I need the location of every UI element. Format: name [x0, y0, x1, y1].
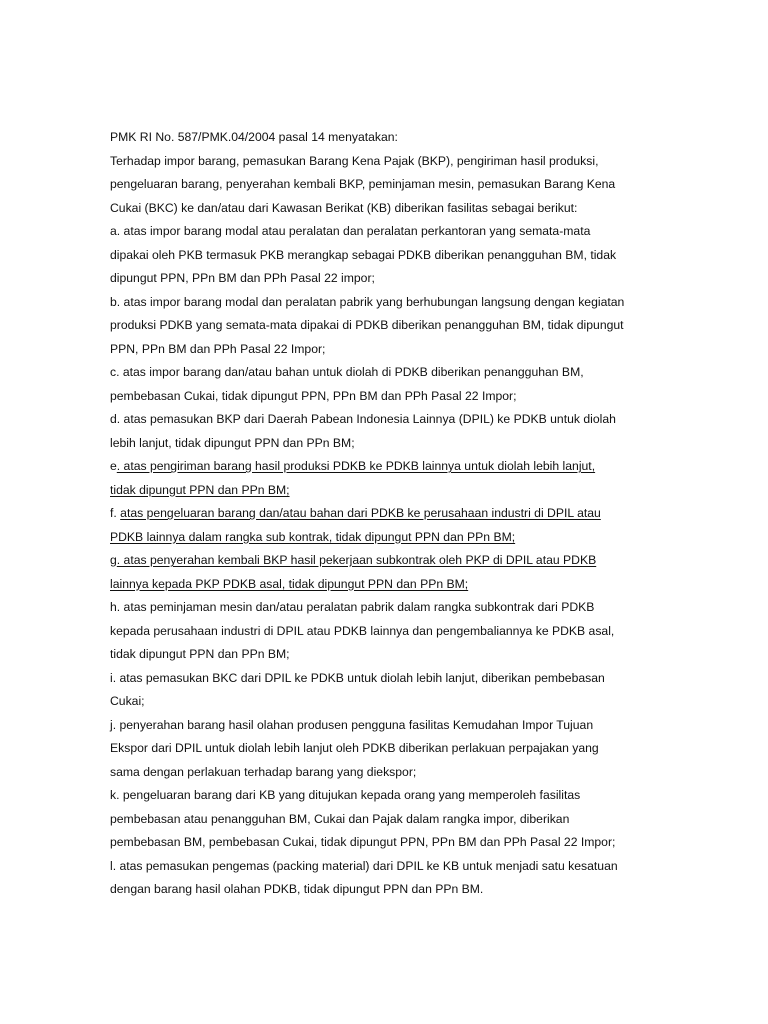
item-i-line: i. atas pemasukan BKC dari DPIL ke PDKB untuk diolah lebih lanjut, diberikan pembebasan [110, 670, 605, 685]
item-l-line: l. atas pemasukan pengemas (packing material) dari DPIL ke KB untuk menjadi satu kesatuan [110, 858, 618, 873]
item-b-line: PPN, PPn BM dan PPh Pasal 22 Impor; [110, 341, 326, 356]
item-g-line [110, 549, 660, 573]
item-f-prefix: f. [110, 506, 121, 520]
intro-line: Terhadap impor barang, pemasukan Barang Kena Pajak (BKP), pengiriman hasil produksi, [110, 153, 599, 168]
document-body [110, 126, 660, 902]
item-a-line: dipakai oleh PKB termasuk PKB merangkap sebagai PDKB diberikan penangguhan BM, tidak [110, 247, 617, 262]
item-k-line: pembebasan BM, pembebasan Cukai, tidak dipungut PPN, PPn BM dan PPh Pasal 22 Impor; [110, 835, 616, 849]
item-j-line: sama dengan perlakuan terhadap barang yang diekspor; [110, 764, 417, 779]
item-c-line: pembebasan Cukai, tidak dipungut PPN, PPn BM dan PPh Pasal 22 Impor; [110, 388, 517, 403]
item-e-prefix: e [110, 459, 117, 473]
item-g-underlined-text: lainnya kepada PKP PDKB asal, tidak dipungut PPN dan PPn BM; [110, 576, 469, 591]
intro-line: pengeluaran barang, penyerahan kembali BKP, peminjaman mesin, pemasukan Barang Kena [110, 177, 616, 191]
item-e-line [110, 479, 660, 503]
item-d-line: lebih lanjut, tidak dipungut PPN dan PPn BM; [110, 435, 355, 450]
item-b-line: produksi PDKB yang semata-mata dipakai di PDKB diberikan penangguhan BM, tidak dipungut [110, 318, 624, 332]
item-f-line [110, 502, 660, 526]
item-h-line: tidak dipungut PPN dan PPn BM; [110, 647, 290, 661]
item-h-line: kepada perusahaan industri di DPIL atau PDKB lainnya dan pengembaliannya ke PDKB asal, [110, 623, 615, 638]
item-h-line: h. atas peminjaman mesin dan/atau peralatan pabrik dalam rangka subkontrak dari PDKB [110, 600, 595, 614]
item-f-underlined-text: PDKB lainnya dalam rangka sub kontrak, tidak dipungut PPN dan PPn BM; [110, 529, 516, 544]
item-a-line: a. atas impor barang modal atau peralatan dan peralatan perkantoran yang semata-mata [110, 224, 591, 238]
item-j-line: Ekspor dari DPIL untuk diolah lebih lanjut oleh PDKB diberikan perlakuan perpajakan yang [110, 741, 599, 755]
item-l-line: dengan barang hasil olahan PDKB, tidak dipungut PPN dan PPn BM. [110, 882, 484, 896]
item-g-underlined-text: . atas penyerahan kembali BKP hasil pekerjaan subkontrak oleh PKP di DPIL atau PDKB [116, 553, 597, 567]
item-i-line: Cukai; [110, 694, 145, 708]
item-k-line: pembebasan atau penangguhan BM, Cukai dan Pajak dalam rangka impor, diberikan [110, 811, 570, 826]
item-c-line: c. atas impor barang dan/atau bahan untuk diolah di PDKB diberikan penangguhan BM, [110, 365, 584, 379]
item-d-line: d. atas pemasukan BKP dari Daerah Pabean Indonesia Lainnya (DPIL) ke PDKB untuk diolah [110, 412, 616, 426]
item-k-line: k. pengeluaran barang dari KB yang ditujukan kepada orang yang memperoleh fasilitas [110, 788, 581, 802]
item-j-line: j. penyerahan barang hasil olahan produsen pengguna fasilitas Kemudahan Impor Tujuan [110, 717, 594, 732]
document-heading: PMK RI No. 587/PMK.04/2004 pasal 14 menyatakan: [110, 130, 398, 144]
item-a-line: dipungut PPN, PPn BM dan PPh Pasal 22 impor; [110, 271, 375, 285]
item-g-prefix: g [110, 553, 117, 567]
item-b-line: b. atas impor barang modal dan peralatan pabrik yang berhubungan langsung dengan kegiatan [110, 294, 625, 309]
item-g-line [110, 573, 660, 597]
item-e-underlined-text: . atas pengiriman barang hasil produksi PDKB ke PDKB lainnya untuk diolah lebih lanjut, [116, 459, 596, 473]
item-f-underlined-text: atas pengeluaran barang dan/atau bahan dari PDKB ke perusahaan industri di DPIL atau [120, 506, 601, 520]
item-e-line [110, 455, 660, 479]
item-e-underlined-text: tidak dipungut PPN dan PPn BM; [110, 482, 290, 497]
intro-line: Cukai (BKC) ke dan/atau dari Kawasan Berikat (KB) diberikan fasilitas sebagai berikut: [110, 200, 578, 215]
item-f-line [110, 526, 660, 550]
